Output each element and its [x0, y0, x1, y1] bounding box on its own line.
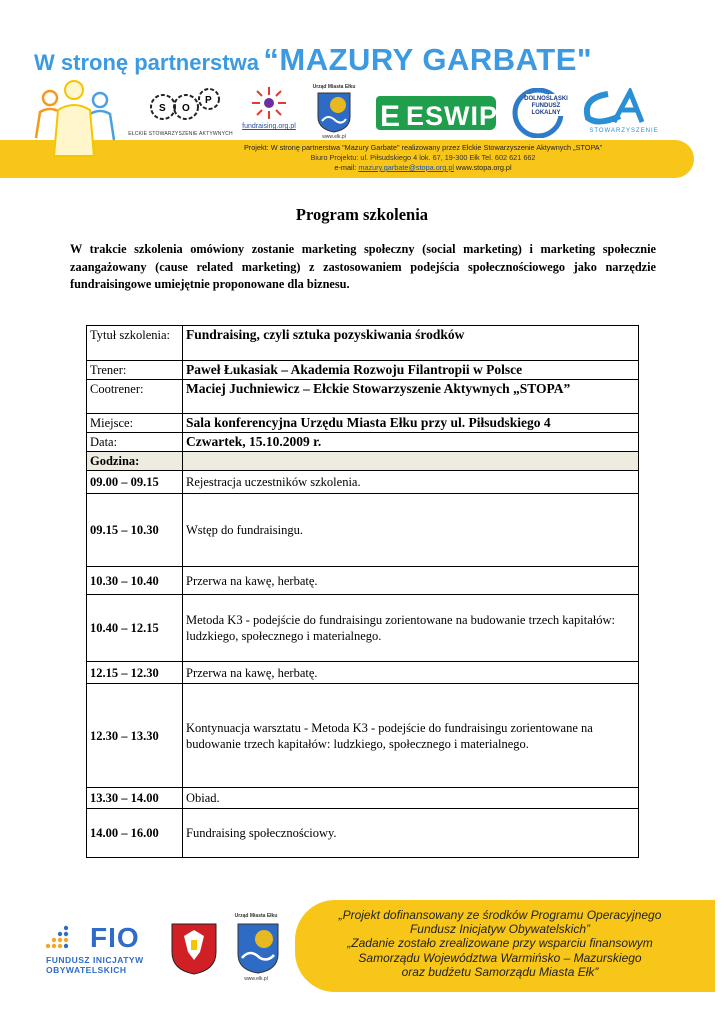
header-title-prefix: W stronę partnerstwa: [34, 50, 259, 75]
stopa-logo: [128, 85, 233, 137]
eswip-logo: [374, 92, 502, 136]
svg-text:E: E: [380, 100, 402, 133]
info-label: Miejsce:: [87, 414, 183, 433]
schedule-activity: Przerwa na kawę, herbatę.: [183, 662, 639, 684]
schedule-row: [87, 471, 639, 494]
people-figures-logo: [28, 76, 123, 166]
warmia-mazury-coat-of-arms-icon: [170, 922, 218, 976]
schedule-time: 09.15 – 10.30: [87, 494, 183, 567]
svg-text:S: S: [159, 103, 166, 114]
schedule-activity: Kontynuacja warsztatu - Metoda K3 - podejście do fundraisingu zorientowane na budowanie trzech kapitałów: ludzkiego, społecznego i materialnego.: [183, 684, 639, 788]
elk-url-footer: www.elk.pl: [244, 976, 268, 982]
info-row: [87, 361, 639, 380]
info-label: Cootrener:: [87, 380, 183, 414]
dfl-text: DOLNOŚLĄSKI FUNDUSZ LOKALNY: [524, 96, 568, 116]
schedule-row: [87, 684, 639, 788]
fundraising-sun-icon: [250, 85, 288, 121]
schedule-activity: Obiad.: [183, 788, 639, 809]
stopa-caption: EŁCKIE STOWARZYSZENIE AKTYWNYCH: [128, 131, 233, 137]
ca-logo: [578, 88, 658, 128]
elk-top-text: Urząd Miasta Ełku: [312, 84, 356, 90]
fio-caption-line1: FUNDUSZ INICJATYW: [46, 955, 144, 965]
footer-line: Samorządu Województwa Warmińsko – Mazurskiego: [358, 950, 642, 965]
hours-header-row: [87, 452, 639, 471]
program-table: [86, 325, 639, 858]
info-row: [87, 326, 639, 361]
elk-coat-of-arms-footer-icon: [236, 922, 280, 974]
header-email-label: e-mail:: [334, 163, 357, 172]
schedule-activity: Metoda K3 - podejście do fundraisingu zorientowane na budowanie trzech kapitałów: ludzkiego, społecznego i materialnego.: [183, 595, 639, 662]
info-value: Fundraising, czyli sztuka pozyskiwania środków: [183, 326, 639, 361]
info-value: Sala konferencyjna Urzędu Miasta Ełku przy ul. Piłsudskiego 4: [183, 414, 639, 433]
eswip-text: ESWIP: [406, 101, 499, 131]
schedule-time: 12.15 – 12.30: [87, 662, 183, 684]
fundraising-url: fundraising.org.pl: [242, 123, 296, 130]
schedule-row: [87, 567, 639, 595]
header-title-main: “MAZURY GARBATE": [263, 42, 593, 77]
elk-url: www.elk.pl: [322, 134, 346, 140]
schedule-activity: Rejestracja uczestników szkolenia.: [183, 471, 639, 494]
fio-logo-text: FIO: [90, 922, 140, 953]
header-info: [188, 143, 658, 173]
footer-line: „Projekt dofinansowany ze środków Programu Operacyjnego: [338, 908, 662, 922]
schedule-row: [87, 809, 639, 858]
schedule-row: [87, 788, 639, 809]
header-www[interactable]: www.stopa.org.pl: [456, 163, 512, 172]
footer-funding-note: [300, 908, 700, 979]
info-label: Tytuł szkolenia:: [87, 326, 183, 361]
schedule-time: 14.00 – 16.00: [87, 809, 183, 858]
schedule-time: 13.30 – 14.00: [87, 788, 183, 809]
schedule-activity: Przerwa na kawę, herbatę.: [183, 567, 639, 595]
schedule-row: [87, 595, 639, 662]
fio-caption: [46, 955, 154, 975]
info-label: Trener:: [87, 361, 183, 380]
schedule-row: [87, 662, 639, 684]
hours-header-empty: [183, 452, 639, 471]
info-value: Czwartek, 15.10.2009 r.: [183, 433, 639, 452]
hours-header: Godzina:: [87, 452, 183, 471]
footer-line: oraz budżetu Samorządu Miasta Ełk”: [401, 964, 599, 979]
schedule-time: 10.30 – 10.40: [87, 567, 183, 595]
intro-paragraph: W trakcie szkolenia omówiony zostanie marketing społeczny (social marketing) i marketing społecznie zaangażowany (cause related marketing) z zastosowaniem podejścia społecznościowego jako narzędzie fundraisingowe umiejętnie proponowane dla biznesu.: [70, 242, 656, 291]
schedule-row: [87, 494, 639, 567]
fio-dots-icon: [44, 924, 74, 952]
fio-caption-line2: OBYWATELSKICH: [46, 965, 127, 975]
stowarzyszenie-caption: STOWARZYSZENIE: [589, 128, 659, 134]
schedule-time: 12.30 – 13.30: [87, 684, 183, 788]
header-email-link[interactable]: mazury.garbate@stopa.org.pl: [358, 163, 455, 172]
info-row: [87, 414, 639, 433]
footer-line: Fundusz Inicjatyw Obywatelskich”: [409, 922, 591, 937]
schedule-time: 10.40 – 12.15: [87, 595, 183, 662]
svg-text:P: P: [205, 95, 212, 106]
header-info-line2: Biuro Projektu: ul. Piłsudskiego 4 lok. 67, 19-300 Ełk Tel. 602 621 662: [310, 153, 536, 162]
schedule-activity: Wstęp do fundraisingu.: [183, 494, 639, 567]
info-row: [87, 380, 639, 414]
footer-line: „Zadanie zostało zrealizowane przy wsparciu finansowym: [347, 936, 653, 951]
schedule-time: 09.00 – 09.15: [87, 471, 183, 494]
info-label: Data:: [87, 433, 183, 452]
info-row: [87, 433, 639, 452]
elk-coat-of-arms-icon: [316, 91, 352, 133]
info-value: Maciej Juchniewicz – Ełckie Stowarzyszenie Aktywnych „STOPA”: [183, 380, 639, 414]
header-title: [34, 42, 592, 78]
svg-text:O: O: [182, 103, 190, 114]
schedule-activity: Fundraising społecznościowy.: [183, 809, 639, 858]
elk-top-text-footer: Urząd Miasta Ełku: [234, 913, 278, 919]
document-title: Program szkolenia: [295, 205, 429, 224]
info-value: Paweł Łukasiak – Akademia Rozwoju Filantropii w Polsce: [183, 361, 639, 380]
header-info-line1: Projekt: W stronę partnerstwa "Mazury Garbate" realizowany przez Ełckie Stowarzyszenie Aktywnych „STOPA”: [243, 143, 603, 152]
